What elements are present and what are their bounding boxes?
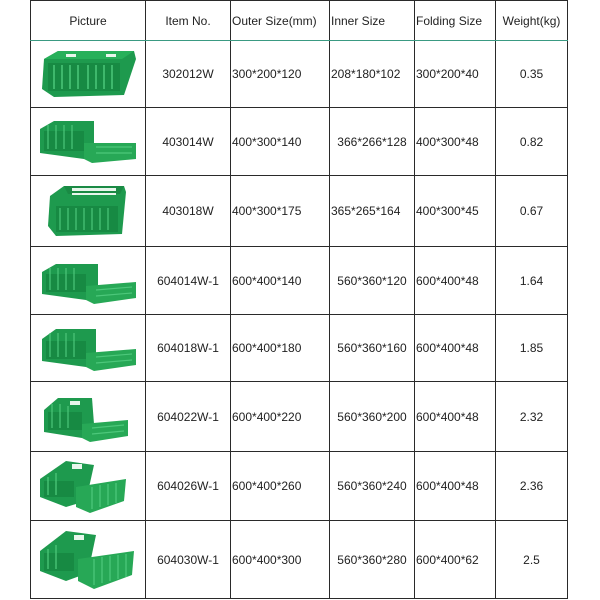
folding-crate-image — [36, 388, 141, 446]
picture-cell — [31, 315, 146, 382]
table-row — [31, 247, 568, 315]
inner-size: 365*265*164 — [330, 176, 415, 247]
table-row — [31, 521, 568, 599]
folding-size: 600*400*48 — [415, 382, 496, 452]
weight: 2.36 — [496, 452, 568, 521]
inner-size: 560*360*200 — [330, 382, 415, 452]
outer-size: 600*400*300 — [231, 521, 330, 599]
item-no: 604026W-1 — [146, 452, 231, 521]
picture-cell — [31, 452, 146, 521]
inner-size: 560*360*120 — [330, 247, 415, 315]
header-outer-size: Outer Size(mm) — [231, 1, 330, 41]
item-no: 604030W-1 — [146, 521, 231, 599]
header-item-no: Item No. — [146, 1, 231, 41]
picture-cell — [31, 521, 146, 599]
folding-size: 600*400*48 — [415, 315, 496, 382]
outer-size: 600*400*260 — [231, 452, 330, 521]
weight: 2.5 — [496, 521, 568, 599]
inner-size: 208*180*102 — [330, 41, 415, 108]
table-row — [31, 382, 568, 452]
folding-crate-image — [36, 45, 141, 103]
inner-size: 560*360*240 — [330, 452, 415, 521]
item-no: 302012W — [146, 41, 231, 108]
outer-size: 400*300*140 — [231, 108, 330, 176]
header-row — [31, 1, 568, 41]
header-folding-size: Folding Size — [415, 1, 496, 41]
inner-size: 366*266*128 — [330, 108, 415, 176]
inner-size: 560*360*160 — [330, 315, 415, 382]
header-inner-size: Inner Size — [330, 1, 415, 41]
folding-size: 600*400*48 — [415, 247, 496, 315]
folding-crate-image — [36, 252, 141, 310]
crate-spec-table — [30, 0, 568, 599]
weight: 1.64 — [496, 247, 568, 315]
folding-crate-image — [36, 457, 141, 515]
table-row — [31, 452, 568, 521]
picture-cell — [31, 247, 146, 315]
folding-crate-image — [36, 182, 141, 240]
folding-size: 600*400*62 — [415, 521, 496, 599]
picture-cell — [31, 176, 146, 247]
table-row — [31, 176, 568, 247]
outer-size: 600*400*140 — [231, 247, 330, 315]
item-no: 604018W-1 — [146, 315, 231, 382]
picture-cell — [31, 108, 146, 176]
item-no: 403018W — [146, 176, 231, 247]
table-row — [31, 108, 568, 176]
item-no: 604014W-1 — [146, 247, 231, 315]
item-no: 604022W-1 — [146, 382, 231, 452]
weight: 1.85 — [496, 315, 568, 382]
picture-cell — [31, 41, 146, 108]
folding-crate-image — [36, 113, 141, 171]
header-weight: Weight(kg) — [496, 1, 568, 41]
outer-size: 300*200*120 — [231, 41, 330, 108]
folding-size: 300*200*40 — [415, 41, 496, 108]
weight: 0.35 — [496, 41, 568, 108]
item-no: 403014W — [146, 108, 231, 176]
inner-size: 560*360*280 — [330, 521, 415, 599]
table-row — [31, 41, 568, 108]
folding-size: 400*300*45 — [415, 176, 496, 247]
weight: 0.82 — [496, 108, 568, 176]
folding-size: 400*300*48 — [415, 108, 496, 176]
folding-crate-image — [36, 319, 141, 377]
outer-size: 400*300*175 — [231, 176, 330, 247]
table-row — [31, 315, 568, 382]
weight: 0.67 — [496, 176, 568, 247]
folding-crate-image — [36, 529, 141, 591]
header-picture: Picture — [31, 1, 146, 41]
folding-size: 600*400*48 — [415, 452, 496, 521]
picture-cell — [31, 382, 146, 452]
weight: 2.32 — [496, 382, 568, 452]
outer-size: 600*400*220 — [231, 382, 330, 452]
outer-size: 600*400*180 — [231, 315, 330, 382]
